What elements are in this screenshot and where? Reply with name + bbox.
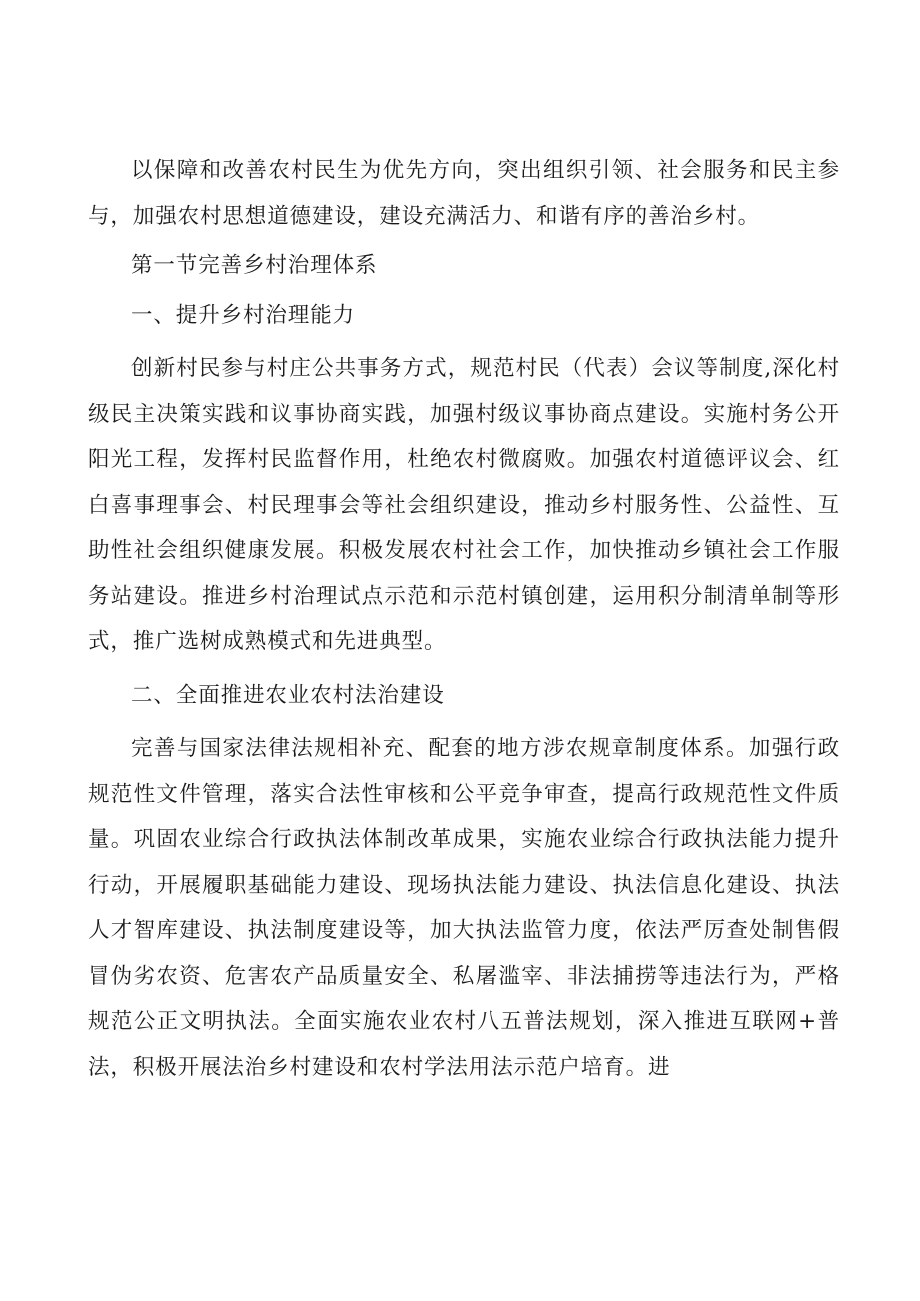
subsection-1-title: 一、提升乡村治理能力 bbox=[131, 302, 356, 328]
spacer bbox=[88, 665, 840, 673]
document-page bbox=[88, 148, 840, 1090]
intro-paragraph: 以保障和改善农村民生为优先方向，突出组织引领、社会服务和民主参与，加强农村思想道德建设，建设充满活力、和谐有序的善治乡村。 bbox=[88, 158, 840, 229]
subsection-1-body: 创新村民参与村庄公共事务方式，规范村民（代表）会议等制度,深化村级民主决策实践和议事协商实践，加强村级议事协商点建设。实施村务公开阳光工程，发挥村民监督作用，杜绝农村微腐败。加强农村道德评议会、红白喜事理事会、村民理事会等社会组织建设，推动乡村服务性、公益性、互助性社会组织健康发展。积极发展农村社会工作，加快推动乡镇社会工作服务站建设。推进乡村治理试点示范和示范村镇创建，运用积分制清单制等形式，推广选树成熟模式和先进典型。 bbox=[88, 356, 840, 654]
spacer bbox=[88, 338, 840, 346]
section-title: 第一节完善乡村治理体系 bbox=[131, 253, 378, 278]
spacer bbox=[88, 718, 840, 726]
subsection-2-title: 二、全面推进农业农村法治建设 bbox=[131, 682, 445, 708]
subsection-2-body: 完善与国家法律法规相补充、配套的地方涉农规章制度体系。加强行政规范性文件管理，落实合法性审核和公平竞争审查，提高行政规范性文件质量。巩固农业综合行政执法体制改革成果，实施农业综合行政执法能力提升行动，开展履职基础能力建设、现场执法能力建设、执法信息化建设、执法人才智库建设、执法制度建设等，加大执法监管力度，依法严厉查处制售假冒伪劣农资、危害农产品质量安全、私屠滥宰、非法捕捞等违法行为，严格规范公正文明执法。全面实施农业农村八五普法规划，深入推进互联网+普法，积极开展法治乡村建设和农村学法用法示范户培育。进 bbox=[88, 736, 840, 1080]
